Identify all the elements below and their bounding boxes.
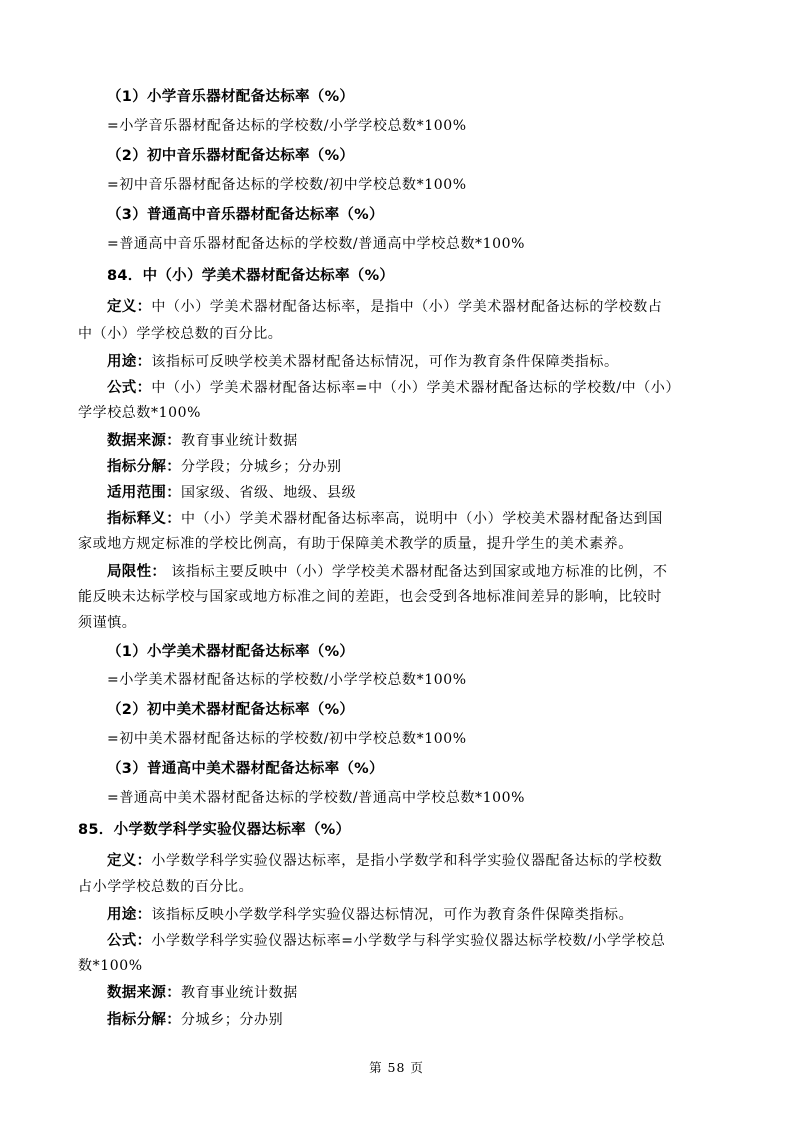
s84-interpretation-text: 中（小）学美术器材配备达标率高，说明中（小）学校美术器材配备达到国 — [181, 511, 663, 527]
s84-interpretation-line2: 家或地方规定标准的学校比例高，有助于保障美术教学的质量，提升学生的美术素养。 — [78, 536, 633, 552]
s85-breakdown — [107, 1008, 283, 1029]
s85-definition-line1 — [107, 849, 662, 870]
s85-formula-line1 — [107, 929, 665, 950]
s84-sub2-title: （2）初中美术器材配备达标率（%） — [107, 702, 355, 718]
music-sub1-title: （1）小学音乐器材配备达标率（%） — [107, 89, 355, 105]
s84-breakdown-label: 指标分解： — [107, 459, 181, 475]
s84-limitation-label: 局限性： — [107, 564, 167, 580]
s85-formula-line2: 数*100% — [78, 958, 143, 974]
s85-usage-text: 该指标反映小学数学科学实验仪器达标情况，可作为教育条件保障类指标。 — [151, 907, 634, 923]
music-sub2-title: （2）初中音乐器材配备达标率（%） — [107, 148, 355, 164]
page-number: 第 58 页 — [369, 1060, 424, 1075]
s84-sub3-formula: =普通高中美术器材配备达标的学校数/普通高中学校总数*100% — [107, 790, 526, 806]
s84-sub3-title: （3）普通高中美术器材配备达标率（%） — [107, 761, 384, 777]
s85-formula-label: 公式： — [107, 933, 152, 949]
s84-source-label: 数据来源： — [107, 433, 181, 449]
music-sub1-formula: =小学音乐器材配备达标的学校数/小学学校总数*100% — [107, 118, 467, 134]
s84-formula-label: 公式： — [107, 380, 152, 396]
s84-sub1-formula: =小学美术器材配备达标的学校数/小学学校总数*100% — [107, 672, 467, 688]
s84-definition-text: 中（小）学美术器材配备达标率，是指中（小）学美术器材配备达标的学校数占 — [151, 299, 663, 315]
s84-breakdown — [107, 455, 342, 476]
s84-usage-text: 该指标可反映学校美术器材配备达标情况，可作为教育条件保障类指标。 — [151, 354, 619, 370]
s85-definition-label: 定义： — [107, 853, 152, 869]
s84-limitation-line2: 能反映未达标学校与国家或地方标准之间的差距，也会受到各地标准间差异的影响，比较时 — [78, 589, 662, 605]
s85-definition-text: 小学数学科学实验仪器达标率，是指小学数学和科学实验仪器配备达标的学校数 — [151, 853, 663, 869]
s84-definition-line1 — [107, 295, 662, 316]
s84-formula-line1 — [107, 376, 680, 397]
s85-usage-label: 用途： — [107, 907, 152, 923]
s84-interpretation-line1 — [107, 507, 663, 528]
s85-source-text: 教育事业统计数据 — [181, 985, 298, 1001]
section-84-heading: 84．中（小）学美术器材配备达标率（%） — [107, 268, 395, 284]
s84-source-text: 教育事业统计数据 — [181, 433, 298, 449]
s84-sub1-title: （1）小学美术器材配备达标率（%） — [107, 644, 355, 660]
music-sub2-formula: =初中音乐器材配备达标的学校数/初中学校总数*100% — [107, 177, 467, 193]
s84-scope-label: 适用范围： — [107, 485, 181, 501]
s85-breakdown-text: 分城乡；分办别 — [181, 1012, 284, 1028]
music-sub3-title: （3）普通高中音乐器材配备达标率（%） — [107, 207, 384, 223]
s85-source — [107, 981, 298, 1002]
s85-usage — [107, 903, 633, 924]
s85-breakdown-label: 指标分解： — [107, 1012, 181, 1028]
s84-definition-label: 定义： — [107, 299, 152, 315]
s84-formula-text: 中（小）学美术器材配备达标率=中（小）学美术器材配备达标的学校数/中（小） — [151, 380, 681, 396]
s85-formula-text: 小学数学科学实验仪器达标率=小学数学与科学实验仪器达标学校数/小学学校总 — [151, 933, 666, 949]
s84-definition-line2: 中（小）学学校总数的百分比。 — [78, 326, 283, 342]
music-sub3-formula: =普通高中音乐器材配备达标的学校数/普通高中学校总数*100% — [107, 236, 526, 252]
s84-usage — [107, 350, 619, 371]
s84-limitation-text: 该指标主要反映中（小）学学校美术器材配备达到国家或地方标准的比例，不 — [166, 564, 668, 580]
s84-scope — [107, 481, 356, 502]
s84-limitation-line3: 须谨慎。 — [78, 615, 137, 631]
s84-sub2-formula: =初中美术器材配备达标的学校数/初中学校总数*100% — [107, 731, 467, 747]
s84-usage-label: 用途： — [107, 354, 152, 370]
s84-interpretation-label: 指标释义： — [107, 511, 181, 527]
s85-definition-line2: 占小学学校总数的百分比。 — [78, 879, 254, 895]
s84-scope-text: 国家级、省级、地级、县级 — [181, 485, 357, 501]
s84-breakdown-text: 分学段；分城乡；分办别 — [181, 459, 342, 475]
s84-limitation-line1 — [107, 560, 668, 581]
section-85-heading: 85．小学数学科学实验仪器达标率（%） — [78, 822, 351, 838]
s85-source-label: 数据来源： — [107, 985, 181, 1001]
s84-source — [107, 429, 298, 450]
s84-formula-line2: 学学校总数*100% — [78, 405, 202, 421]
